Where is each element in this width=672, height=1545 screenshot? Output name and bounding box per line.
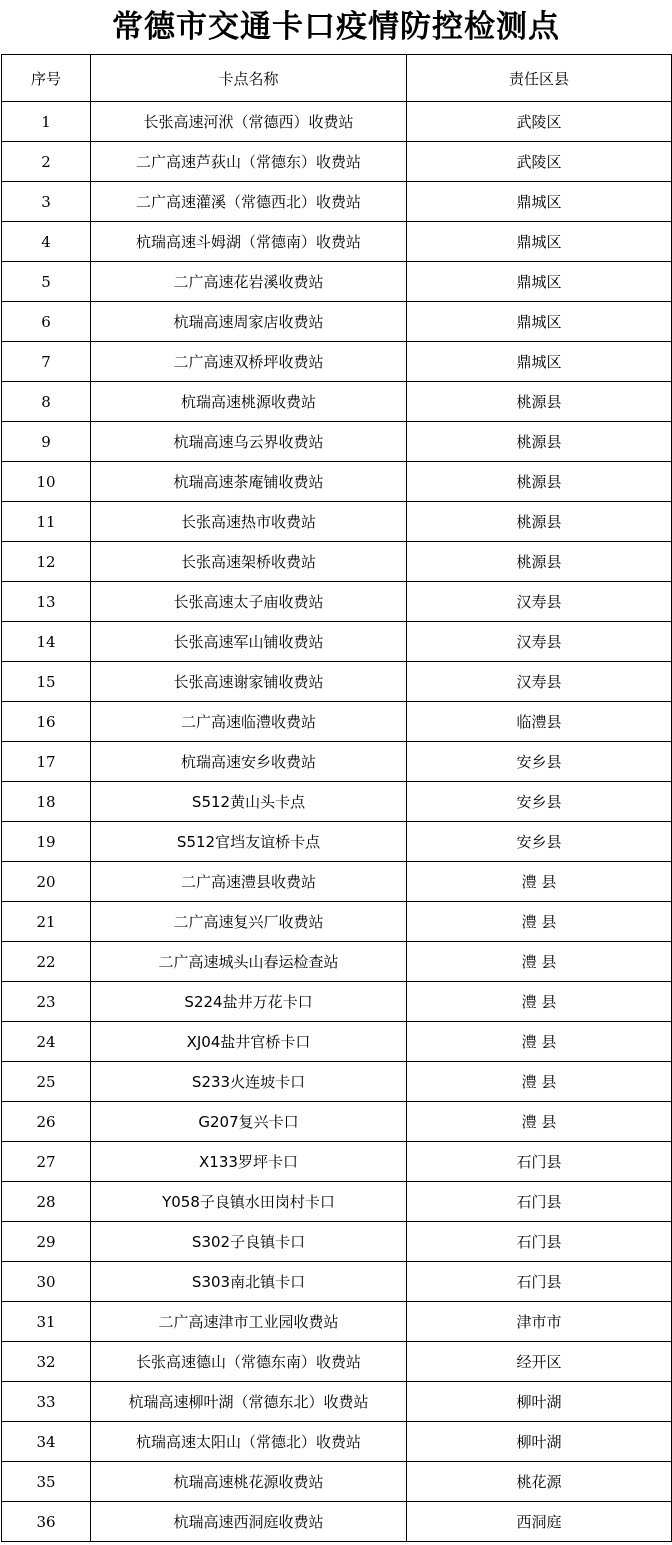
checkpoint-name: 二广高速芦荻山（常德东）收费站	[91, 142, 407, 182]
table-row	[2, 662, 672, 702]
row-index: 28	[2, 1182, 91, 1222]
table-row	[2, 222, 672, 262]
row-index: 2	[2, 142, 91, 182]
responsible-area: 鼎城区	[407, 182, 672, 222]
table-row	[2, 1382, 672, 1422]
row-index: 33	[2, 1382, 91, 1422]
row-index: 34	[2, 1422, 91, 1462]
row-index: 12	[2, 542, 91, 582]
checkpoint-name: S303南北镇卡口	[91, 1262, 407, 1302]
responsible-area: 桃源县	[407, 382, 672, 422]
checkpoint-name: 二广高速花岩溪收费站	[91, 262, 407, 302]
row-index: 30	[2, 1262, 91, 1302]
table-row	[2, 862, 672, 902]
responsible-area: 桃花源	[407, 1462, 672, 1502]
table-row	[2, 942, 672, 982]
responsible-area: 安乡县	[407, 822, 672, 862]
table-row	[2, 1142, 672, 1182]
responsible-area: 柳叶湖	[407, 1422, 672, 1462]
row-index: 3	[2, 182, 91, 222]
table-row	[2, 422, 672, 462]
responsible-area: 汉寿县	[407, 622, 672, 662]
responsible-area: 汉寿县	[407, 582, 672, 622]
row-index: 1	[2, 102, 91, 142]
checkpoint-name: 杭瑞高速安乡收费站	[91, 742, 407, 782]
checkpoint-name: S224盐井万花卡口	[91, 982, 407, 1022]
responsible-area: 桃源县	[407, 502, 672, 542]
table-body	[2, 102, 672, 1542]
responsible-area: 澧 县	[407, 982, 672, 1022]
checkpoint-name: 二广高速双桥坪收费站	[91, 342, 407, 382]
row-index: 31	[2, 1302, 91, 1342]
checkpoint-name: X133罗坪卡口	[91, 1142, 407, 1182]
table-row	[2, 702, 672, 742]
checkpoint-name: 长张高速河洑（常德西）收费站	[91, 102, 407, 142]
responsible-area: 桃源县	[407, 422, 672, 462]
row-index: 35	[2, 1462, 91, 1502]
checkpoint-name: 杭瑞高速柳叶湖（常德东北）收费站	[91, 1382, 407, 1422]
responsible-area: 武陵区	[407, 102, 672, 142]
checkpoint-name: 长张高速军山铺收费站	[91, 622, 407, 662]
responsible-area: 鼎城区	[407, 302, 672, 342]
table-row	[2, 182, 672, 222]
table-row	[2, 622, 672, 662]
table-row	[2, 902, 672, 942]
row-index: 32	[2, 1342, 91, 1382]
table-row	[2, 742, 672, 782]
row-index: 5	[2, 262, 91, 302]
table-row	[2, 1462, 672, 1502]
table-row	[2, 582, 672, 622]
row-index: 14	[2, 622, 91, 662]
checkpoint-name: 二广高速津市工业园收费站	[91, 1302, 407, 1342]
table-row	[2, 1502, 672, 1542]
responsible-area: 汉寿县	[407, 662, 672, 702]
responsible-area: 澧 县	[407, 862, 672, 902]
checkpoint-name: 长张高速太子庙收费站	[91, 582, 407, 622]
table-header-row	[2, 55, 672, 102]
table-row	[2, 1342, 672, 1382]
responsible-area: 澧 县	[407, 1062, 672, 1102]
page-title: 常德市交通卡口疫情防控检测点	[112, 9, 560, 45]
header-index: 序号	[2, 55, 91, 102]
row-index: 10	[2, 462, 91, 502]
table-row	[2, 382, 672, 422]
row-index: 19	[2, 822, 91, 862]
row-index: 17	[2, 742, 91, 782]
checkpoint-name: 二广高速复兴厂收费站	[91, 902, 407, 942]
header-checkpoint-name: 卡点名称	[91, 55, 407, 102]
row-index: 24	[2, 1022, 91, 1062]
checkpoint-name: G207复兴卡口	[91, 1102, 407, 1142]
checkpoint-name: S512官垱友谊桥卡点	[91, 822, 407, 862]
table-row	[2, 542, 672, 582]
table-row	[2, 342, 672, 382]
table-row	[2, 142, 672, 182]
checkpoint-name: 长张高速谢家铺收费站	[91, 662, 407, 702]
checkpoint-name: 杭瑞高速桃花源收费站	[91, 1462, 407, 1502]
row-index: 20	[2, 862, 91, 902]
row-index: 15	[2, 662, 91, 702]
table-row	[2, 1062, 672, 1102]
checkpoint-name: 二广高速临澧收费站	[91, 702, 407, 742]
responsible-area: 柳叶湖	[407, 1382, 672, 1422]
checkpoint-name: 二广高速灌溪（常德西北）收费站	[91, 182, 407, 222]
checkpoint-name: 杭瑞高速茶庵铺收费站	[91, 462, 407, 502]
header-responsible-area: 责任区县	[407, 55, 672, 102]
checkpoint-name: 杭瑞高速乌云界收费站	[91, 422, 407, 462]
checkpoint-name: 长张高速架桥收费站	[91, 542, 407, 582]
row-index: 9	[2, 422, 91, 462]
table-row	[2, 462, 672, 502]
checkpoint-name: 长张高速德山（常德东南）收费站	[91, 1342, 407, 1382]
row-index: 7	[2, 342, 91, 382]
responsible-area: 澧 县	[407, 902, 672, 942]
checkpoint-name: 杭瑞高速桃源收费站	[91, 382, 407, 422]
table-row	[2, 502, 672, 542]
responsible-area: 石门县	[407, 1262, 672, 1302]
checkpoint-name: 二广高速城头山春运检查站	[91, 942, 407, 982]
row-index: 13	[2, 582, 91, 622]
checkpoint-name: 杭瑞高速周家店收费站	[91, 302, 407, 342]
responsible-area: 澧 县	[407, 942, 672, 982]
row-index: 27	[2, 1142, 91, 1182]
responsible-area: 澧 县	[407, 1102, 672, 1142]
row-index: 21	[2, 902, 91, 942]
row-index: 29	[2, 1222, 91, 1262]
table-row	[2, 982, 672, 1022]
table-row	[2, 262, 672, 302]
row-index: 23	[2, 982, 91, 1022]
responsible-area: 桃源县	[407, 542, 672, 582]
row-index: 6	[2, 302, 91, 342]
row-index: 8	[2, 382, 91, 422]
row-index: 4	[2, 222, 91, 262]
responsible-area: 武陵区	[407, 142, 672, 182]
row-index: 26	[2, 1102, 91, 1142]
row-index: 11	[2, 502, 91, 542]
responsible-area: 安乡县	[407, 782, 672, 822]
table-row	[2, 1422, 672, 1462]
responsible-area: 澧 县	[407, 1022, 672, 1062]
row-index: 25	[2, 1062, 91, 1102]
responsible-area: 石门县	[407, 1142, 672, 1182]
row-index: 16	[2, 702, 91, 742]
checkpoint-name: 杭瑞高速西洞庭收费站	[91, 1502, 407, 1542]
checkpoint-name: 长张高速热市收费站	[91, 502, 407, 542]
table-row	[2, 1102, 672, 1142]
checkpoint-name: S512黄山头卡点	[91, 782, 407, 822]
table-row	[2, 302, 672, 342]
row-index: 36	[2, 1502, 91, 1542]
checkpoint-table	[1, 54, 672, 1542]
table-row	[2, 782, 672, 822]
responsible-area: 石门县	[407, 1222, 672, 1262]
table-row	[2, 1022, 672, 1062]
responsible-area: 西洞庭	[407, 1502, 672, 1542]
row-index: 18	[2, 782, 91, 822]
table-row	[2, 822, 672, 862]
responsible-area: 鼎城区	[407, 342, 672, 382]
responsible-area: 津市市	[407, 1302, 672, 1342]
table-row	[2, 102, 672, 142]
table-row	[2, 1262, 672, 1302]
checkpoint-name: S233火连坡卡口	[91, 1062, 407, 1102]
checkpoint-name: 二广高速澧县收费站	[91, 862, 407, 902]
checkpoint-name: 杭瑞高速斗姆湖（常德南）收费站	[91, 222, 407, 262]
responsible-area: 安乡县	[407, 742, 672, 782]
responsible-area: 经开区	[407, 1342, 672, 1382]
checkpoint-name: 杭瑞高速太阳山（常德北）收费站	[91, 1422, 407, 1462]
table-row	[2, 1302, 672, 1342]
table-row	[2, 1182, 672, 1222]
responsible-area: 临澧县	[407, 702, 672, 742]
checkpoint-name: Y058子良镇水田岗村卡口	[91, 1182, 407, 1222]
checkpoint-name: S302子良镇卡口	[91, 1222, 407, 1262]
responsible-area: 石门县	[407, 1182, 672, 1222]
checkpoint-name: XJ04盐井官桥卡口	[91, 1022, 407, 1062]
responsible-area: 鼎城区	[407, 262, 672, 302]
responsible-area: 鼎城区	[407, 222, 672, 262]
responsible-area: 桃源县	[407, 462, 672, 502]
table-row	[2, 1222, 672, 1262]
row-index: 22	[2, 942, 91, 982]
